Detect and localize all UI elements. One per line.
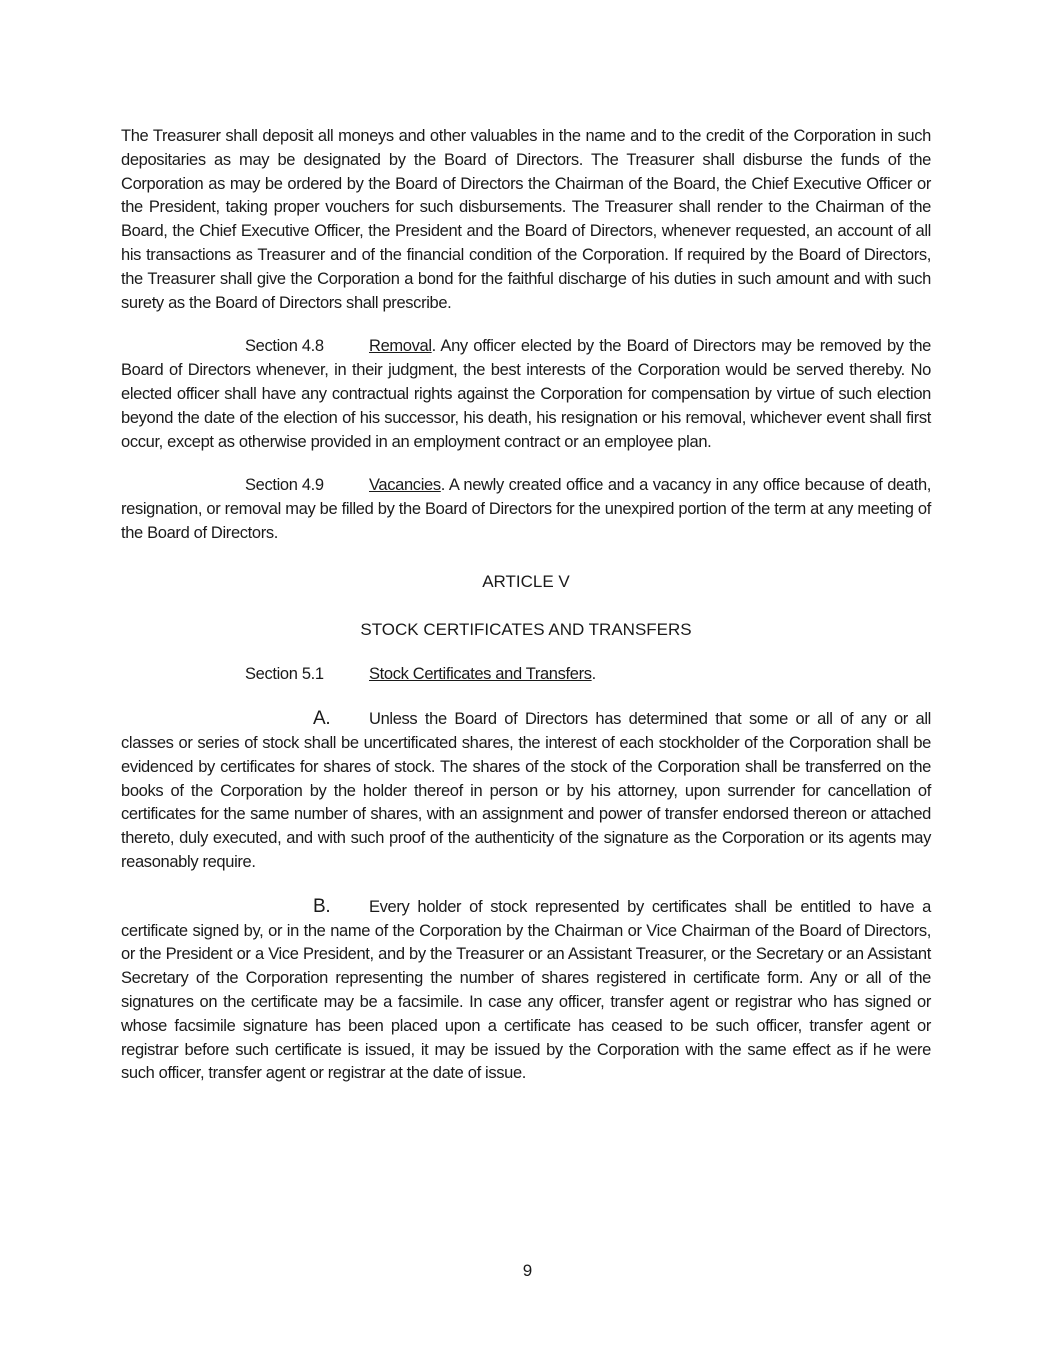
section-4-8-text: . Any officer elected by the Board of Directors may be removed by the Board of Directors whenever, in their judgment, the best interests of the Corporation would be served thereby. No elected officer shall have any contractual rights against the Corporation for compensation by virtue of such election beyond the date of the election of his successor, his death, his resignation or his removal, whichever event shall first occur, except as otherwise provided in an employment contract or an employee plan.: [121, 337, 931, 451]
subsection-b-letter: B.: [313, 895, 331, 917]
subsection-a-paragraph: [121, 707, 931, 875]
section-4-9-number: Section 4.9: [245, 476, 324, 495]
document-page: [121, 125, 931, 1106]
section-5-1-title: Stock Certificates and Transfers: [369, 665, 592, 684]
section-4-9-paragraph: [121, 474, 931, 545]
subsection-b-paragraph: [121, 895, 931, 1086]
section-4-8-number: Section 4.8: [245, 337, 324, 356]
treasurer-duties-paragraph: The Treasurer shall deposit all moneys and other valuables in the name and to the credit of the Corporation in such depositaries as may be designated by the Board of Directors. The Treasurer shall disburse the funds of the Corporation as may be ordered by the Board of Directors the Chairman of the Board, the Chief Executive Officer or the President, taking proper vouchers for such disbursements. The Treasurer shall render to the Chairman of the Board, the Chief Executive Officer, the President and the Board of Directors, whenever requested, an account of all his transactions as Treasurer and of the financial condition of the Corporation. If required by the Board of Directors, the Treasurer shall give the Corporation a bond for the faithful discharge of his duties in such amount and with such surety as the Board of Directors shall prescribe.: [121, 127, 931, 312]
section-5-1-text: .: [591, 665, 596, 684]
article-subheading: STOCK CERTIFICATES AND TRANSFERS: [360, 619, 692, 639]
page-number: 9: [522, 1261, 533, 1280]
subsection-a-letter: A.: [313, 708, 331, 730]
section-4-9-title: Vacancies: [369, 476, 441, 495]
section-4-8-paragraph: [121, 335, 931, 454]
section-5-1-number: Section 5.1: [245, 665, 324, 684]
section-5-1-heading: [121, 663, 931, 687]
article-heading: ARTICLE V: [482, 571, 570, 591]
section-4-8-title: Removal: [369, 337, 432, 356]
subsection-a-text: Unless the Board of Directors has determined that some or all of any or all classes or series of stock shall be uncertificated shares, the interest of each stockholder of the Corporation shall be evidenced by certificates for shares of stock. The shares of the stock of the Corporation shall be transferred on the books of the Corporation by the holder thereof in person or by his attorney, upon surrender for cancellation of certificates for the same number of shares, with an assignment and power of transfer endorsed thereon or attached thereto, duly executed, and with such proof of the authenticity of the signature as the Corporation or its agents may reasonably require.: [121, 710, 931, 871]
subsection-b-text: Every holder of stock represented by certificates shall be entitled to have a certificate signed by, or in the name of the Corporation by the Chairman or Vice Chairman of the Board of Directors, or the President or a Vice President, and by the Treasurer or an Assistant Treasurer, or the Secretary or an Assistant Secretary of the Corporation representing the number of shares registered in certificate form. Any or all of the signatures on the certificate may be a facsimile. In case any officer, transfer agent or registrar who has signed or whose facsimile signature has been placed upon a certificate has ceased to be such officer, transfer agent or registrar before such certificate is issued, it may be issued by the Corporation with the same effect as if he were such officer, transfer agent or registrar at the date of issue.: [121, 897, 931, 1083]
section-4-9-text: . A newly created office and a vacancy in any office because of death, resignation, or removal may be filled by the Board of Directors for the unexpired portion of the term at any meeting of the Board of Directors.: [121, 476, 931, 542]
